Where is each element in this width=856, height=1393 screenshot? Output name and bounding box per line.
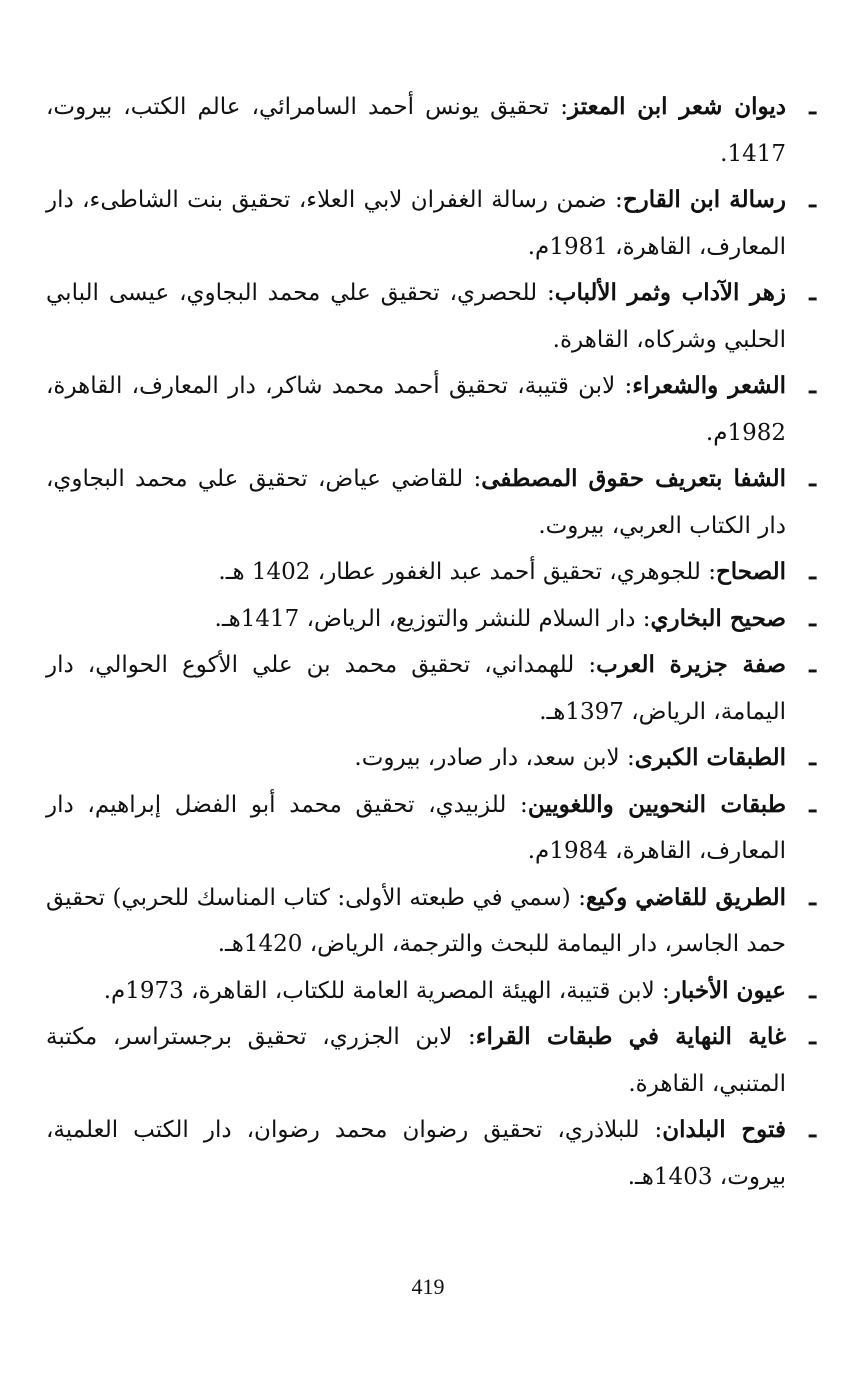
entry-text: : للحصري، تحقيق علي محمد البجاوي، عيسى البابي الحلبي وشركاه، القاهرة. <box>46 280 786 353</box>
bibliography-entry <box>46 1014 816 1107</box>
entry-bullet: ـ <box>809 790 816 818</box>
entry-text: : للجوهري، تحقيق أحمد عبد الغفور عطار، 1402 هـ. <box>218 559 716 585</box>
entry-text: : لابن الجزري، تحقيق برجستراسر، مكتبة المتنبي، القاهرة. <box>46 1024 786 1097</box>
bibliography-entry <box>46 456 816 549</box>
entry-bullet: ـ <box>809 1116 816 1143</box>
entry-title: فتوح البلدان <box>662 1116 787 1143</box>
bibliography-entry <box>46 735 816 782</box>
bibliography-entry <box>46 875 816 968</box>
entry-title: ديوان شعر ابن المعتز <box>568 93 787 120</box>
entry-bullet: ـ <box>809 883 816 911</box>
entry-bullet: ـ <box>809 651 816 678</box>
entry-title: الطبقات الكبرى <box>634 744 786 771</box>
entry-title: الصحاح <box>715 558 786 585</box>
entry-title: الشفا بتعريف حقوق المصطفى <box>481 465 787 492</box>
page-number: 419 <box>411 1274 445 1299</box>
bibliography-entry <box>46 177 816 270</box>
entry-text: : ضمن رسالة الغفران لابي العلاء، تحقيق بنت الشاطىء، دار المعارف، القاهرة، 1981م. <box>46 187 786 260</box>
bibliography-entry <box>46 270 816 363</box>
entry-text: : لابن قتيبة، تحقيق أحمد محمد شاكر، دار المعارف، القاهرة، 1982م. <box>46 373 786 446</box>
entry-bullet: ـ <box>809 558 816 585</box>
entry-text: : دار السلام للنشر والتوزيع، الرياض، 1417هـ. <box>214 605 651 632</box>
entry-title: زهر الآداب وثمر الألباب <box>554 279 786 306</box>
bibliography-entry <box>46 84 816 177</box>
entry-title: رسالة ابن القارح <box>622 186 786 213</box>
bibliography-entry <box>46 363 816 456</box>
entry-bullet: ـ <box>809 93 816 120</box>
entry-bullet: ـ <box>809 976 816 1004</box>
entry-bullet: ـ <box>809 372 816 399</box>
entry-text: : للهمداني، تحقيق محمد بن علي الأكوع الحوالي، دار اليمامة، الرياض، 1397هـ. <box>46 652 786 725</box>
entry-title: طبقات النحويين واللغويين <box>527 790 787 818</box>
bibliography-list <box>46 84 816 1200</box>
entry-title: الشعر والشعراء <box>632 372 786 399</box>
entry-title: صفة جزيرة العرب <box>596 651 786 678</box>
entry-bullet: ـ <box>809 1023 816 1050</box>
entry-text: : للبلاذري، تحقيق رضوان محمد رضوان، دار الكتب العلمية، بيروت، 1403هـ. <box>46 1117 786 1190</box>
entry-text: : تحقيق يونس أحمد السامرائي، عالم الكتب، بيروت، 1417. <box>46 94 786 167</box>
bibliography-entry <box>46 968 816 1015</box>
bibliography-entry <box>46 549 816 596</box>
bibliography-entry <box>46 782 816 875</box>
entry-bullet: ـ <box>809 186 816 213</box>
entry-text: : للقاضي عياض، تحقيق علي محمد البجاوي، دار الكتاب العربي، بيروت. <box>46 466 786 539</box>
entry-text: : لابن سعد، دار صادر، بيروت. <box>354 745 635 771</box>
bibliography-entry <box>46 1107 816 1200</box>
entry-text: : للزبيدي، تحقيق محمد أبو الفضل إبراهيم، دار المعارف، القاهرة، 1984م. <box>46 791 786 864</box>
bibliography-entry <box>46 596 816 643</box>
entry-bullet: ـ <box>809 604 816 632</box>
entry-title: غاية النهاية في طبقات القراء <box>475 1023 786 1050</box>
entry-bullet: ـ <box>809 279 816 306</box>
entry-title: صحيح البخاري <box>650 604 786 632</box>
entry-text: : لابن قتيبة، الهيئة المصرية العامة للكتاب، القاهرة، 1973م. <box>103 977 670 1004</box>
entry-bullet: ـ <box>809 465 816 492</box>
entry-title: الطريق للقاضي وكيع <box>585 883 786 911</box>
entry-title: عيون الأخبار <box>669 976 786 1004</box>
bibliography-entry <box>46 642 816 735</box>
entry-bullet: ـ <box>809 744 816 771</box>
entry-text: : (سمي في طبعته الأولى: كتاب المناسك للحربي) تحقيق حمد الجاسر، دار اليمامة للبحث والترجمة، الرياض، 1420هـ. <box>46 884 786 957</box>
